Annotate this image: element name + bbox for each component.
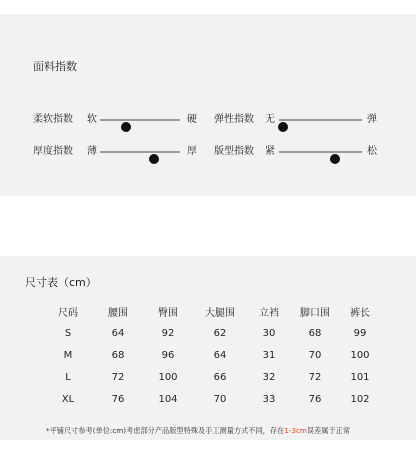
index-high-label: 弹: [367, 114, 377, 125]
size-chart-title: 尺寸表（cm）: [25, 276, 97, 289]
table-cell: 100: [350, 349, 370, 361]
table-cell: L: [65, 371, 71, 383]
fit-index: [214, 144, 384, 160]
index-low-label: 薄: [87, 146, 97, 157]
index-track: [279, 119, 362, 121]
table-cell: 33: [262, 393, 276, 405]
column-header: 腰围: [108, 307, 128, 319]
index-high-label: 厚: [187, 146, 197, 157]
table-cell: 96: [161, 349, 175, 361]
index-track: [100, 151, 180, 153]
table-cell: 76: [308, 393, 322, 405]
table-header-row: [44, 300, 380, 322]
column-header: 裤长: [350, 307, 370, 319]
index-knob: [121, 122, 131, 132]
index-knob: [278, 122, 288, 132]
table-cell: 101: [350, 371, 370, 383]
index-label: 厚度指数: [33, 146, 73, 157]
index-low-label: 软: [87, 114, 97, 125]
table-cell: 68: [308, 327, 322, 339]
index-low-label: 紧: [265, 146, 275, 157]
column-header: 臀围: [158, 307, 178, 319]
index-label: 版型指数: [214, 146, 254, 157]
column-header: 大腿围: [205, 307, 235, 319]
table-row: [44, 344, 380, 366]
index-label: 弹性指数: [214, 114, 254, 125]
table-cell: S: [64, 327, 72, 339]
index-high-label: 硬: [187, 114, 197, 125]
table-cell: 92: [161, 327, 175, 339]
table-cell: 102: [350, 393, 370, 405]
table-cell: 76: [111, 393, 125, 405]
column-header: 脚口围: [300, 307, 330, 319]
table-cell: XL: [61, 393, 75, 405]
table-cell: 100: [158, 371, 178, 383]
column-header: 立裆: [259, 307, 279, 319]
elasticity-index: [214, 112, 384, 128]
fabric-index-panel: [0, 14, 416, 196]
table-cell: 66: [213, 371, 227, 383]
table-cell: 64: [111, 327, 125, 339]
index-knob: [330, 154, 340, 164]
table-cell: 68: [111, 349, 125, 361]
index-label: 柔软指数: [33, 114, 73, 125]
table-cell: 32: [262, 371, 276, 383]
table-row: [44, 322, 380, 344]
table-row: [44, 388, 380, 410]
table-cell: 70: [308, 349, 322, 361]
size-table: [44, 300, 380, 410]
table-cell: 72: [111, 371, 125, 383]
table-cell: 30: [262, 327, 276, 339]
index-track: [279, 151, 362, 153]
measurement-note: [46, 426, 350, 436]
size-chart-panel: [0, 256, 416, 440]
table-cell: M: [63, 349, 73, 361]
index-track: [100, 119, 180, 121]
softness-index: [33, 112, 198, 128]
column-header: 尺码: [58, 307, 78, 319]
note-text: *平铺尺寸参考(单位:cm)考虑部分产品版型特殊及手工测量方式不同，存在: [46, 426, 285, 435]
index-high-label: 松: [367, 146, 377, 157]
thickness-index: [33, 144, 198, 160]
table-cell: 31: [262, 349, 276, 361]
table-cell: 72: [308, 371, 322, 383]
table-cell: 62: [213, 327, 227, 339]
fabric-index-title: 面料指数: [33, 60, 77, 73]
table-cell: 64: [213, 349, 227, 361]
table-cell: 99: [353, 327, 367, 339]
index-low-label: 无: [265, 114, 275, 125]
index-knob: [149, 154, 159, 164]
table-row: [44, 366, 380, 388]
note-text-end: 误差属于正常: [306, 426, 351, 435]
table-cell: 104: [158, 393, 178, 405]
note-highlight: 1-3cm: [284, 426, 307, 435]
table-cell: 70: [213, 393, 227, 405]
